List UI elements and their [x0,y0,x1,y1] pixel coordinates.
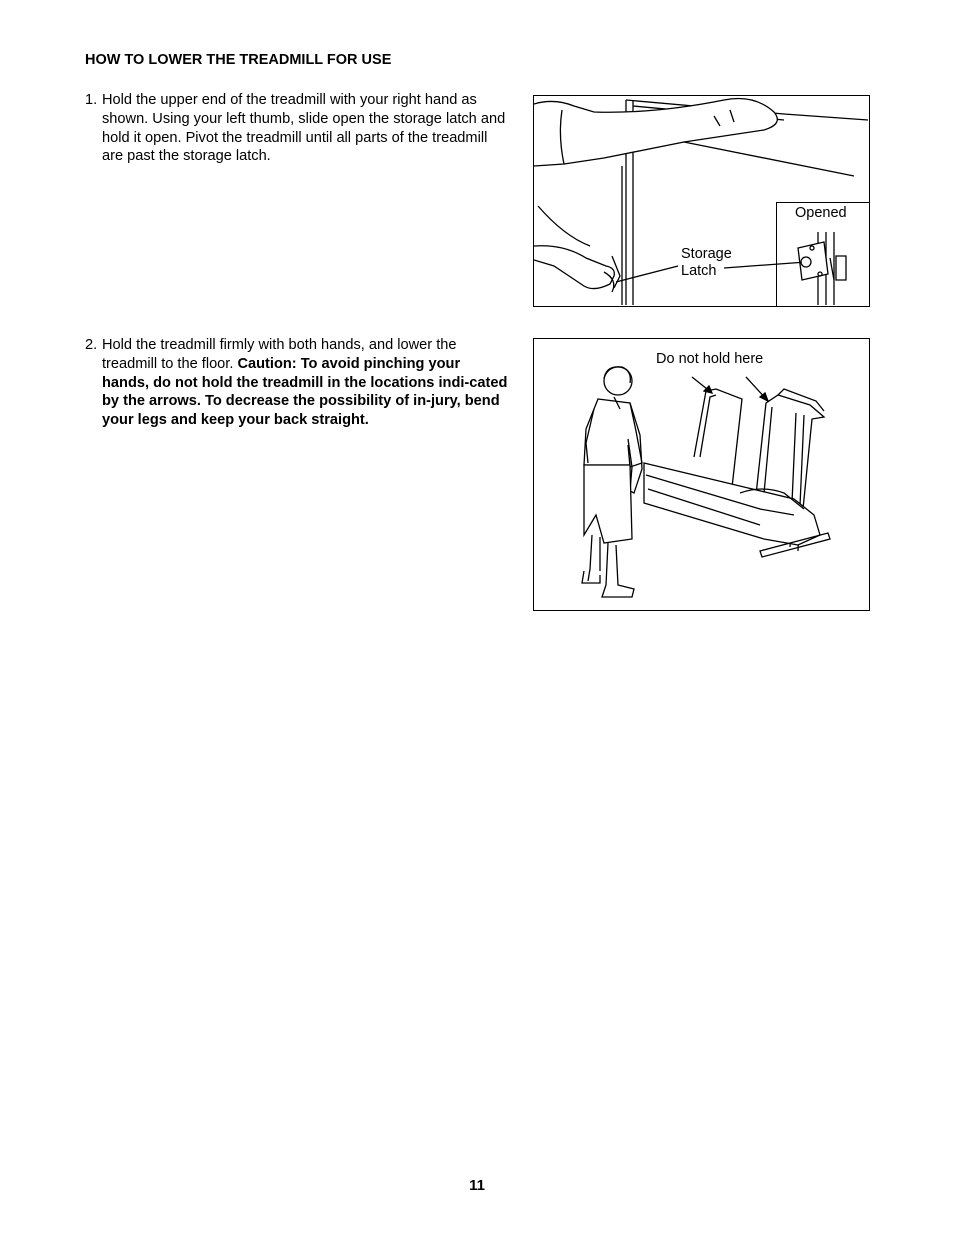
lowering-drawing [534,339,868,609]
step-1 [85,91,510,166]
section-heading: HOW TO LOWER THE TREADMILL FOR USE [85,52,392,68]
storage-latch-label-line1: Storage [681,246,732,262]
do-not-hold-label: Do not hold here [656,351,764,367]
step-2 [85,336,510,430]
step-number: 1. [85,92,98,108]
step-number: 2. [85,337,98,353]
storage-latch-label-line2: Latch [681,263,717,279]
step-text: Hold the upper end of the treadmill with your right hand as shown. Using your left thumb, slide open the storage latch and hold it open. Pivot the treadmill until all parts of the treadmill are past the storage latch. [102,92,506,165]
storage-latch-illustration [533,95,870,307]
step-text [102,336,510,430]
opened-label: Opened [795,205,847,221]
page-number: 11 [469,1177,485,1194]
opened-inset [776,202,870,307]
step-instruction: Hold the treadmill firmly with both hands, and lower the treadmill to the floor. [102,337,457,372]
lowering-treadmill-illustration [533,338,870,611]
caution-text: Caution: To avoid pinching your hands, do not hold the treadmill in the locations indi-cated by the arrows. To decrease the possibility of in-jury, bend your legs and keep your back straight. [102,355,508,429]
